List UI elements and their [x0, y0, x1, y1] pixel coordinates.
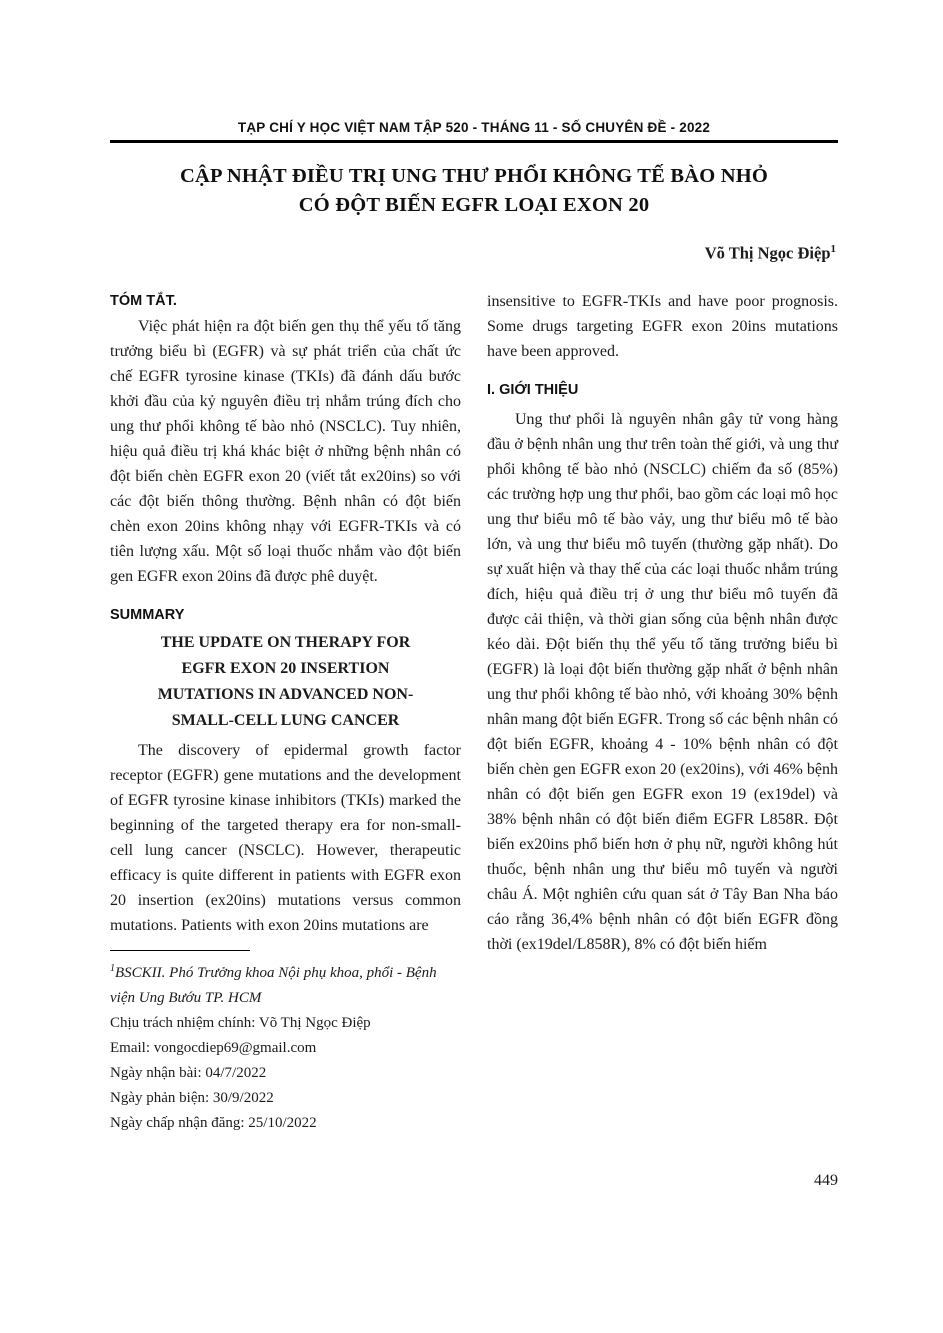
- footnote-email: Email: vongocdiep69@gmail.com: [110, 1039, 317, 1056]
- footnote-affiliation-text: BSCKII. Phó Trưởng khoa Nội phụ khoa, phổi - Bệnh viện Ung Bướu TP. HCM: [110, 964, 437, 1006]
- footnote-block: [110, 950, 461, 1136]
- summary-title-line-4: SMALL-CELL LUNG CANCER: [171, 711, 400, 729]
- footnote-affiliation-marker: 1: [110, 962, 115, 974]
- page-number: 449: [814, 1172, 838, 1189]
- article-title-line-1: CẬP NHẬT ĐIỀU TRỊ UNG THƯ PHỔI KHÔNG TẾ BÀO NHỎ: [179, 165, 769, 187]
- footnote-affiliation: [110, 956, 461, 1011]
- article-title-line-2: CÓ ĐỘT BIẾN EGFR LOẠI EXON 20: [298, 194, 650, 216]
- summary-title: [110, 630, 461, 734]
- left-column: [110, 289, 461, 1136]
- footnote-accepted-date: Ngày chấp nhận đăng: 25/10/2022: [110, 1114, 317, 1131]
- right-column: [487, 289, 838, 1136]
- header-rule: [110, 140, 838, 143]
- intro-paragraph: Ung thư phổi là nguyên nhân gây tử vong hàng đầu ở bệnh nhân ung thư trên toàn thế giới, và ung thư phổi không tế bào nhỏ (NSCLC) chiếm đa số (85%) các trường hợp ung thư phổi, bao gồm các loại mô học ung thư biểu mô tế bào vảy, ung thư biểu mô tế bào lớn, và ung thư biểu mô tuyến (thường gặp nhất). Do sự xuất hiện và thay thế của các loại thuốc nhắm trúng đích, hiệu quả điều trị ở ung thư biểu mô tuyến đã được cải thiện, và thời gian sống của bệnh nhân được kéo dài. Đột biến thụ thể yếu tố tăng trưởng biểu bì (EGFR) là loại đột biến thường gặp nhất ở bệnh nhân ung thư phổi không tế bào nhỏ, với khoảng 30% bệnh nhân mang đột biến EGFR. Trong số các bệnh nhân có đột biến EGFR, khoảng 4 - 10% bệnh nhân có đột biến chèn gen EGFR exon 20 (ex20ins), với 46% bệnh nhân có đột biến gen EGFR exon 19 (ex19del) và 38% bệnh nhân có đột biến điểm EGFR L858R. Đột biến ex20ins phổ biến hơn ở phụ nữ, người không hút thuốc, bệnh nhân ung thư biểu mô tuyến và người châu Á. Một nghiên cứu quan sát ở Tây Ban Nha báo cáo rằng 36,4% bệnh nhân có đột biến EGFR đồng thời (ex19del/L858R), 8% có đột biến hiếm: [487, 410, 838, 953]
- tomtat-heading: TÓM TẮT.: [110, 292, 177, 309]
- footnote-rule: [110, 950, 250, 951]
- journal-header-text: TẠP CHÍ Y HỌC VIỆT NAM TẬP 520 - THÁNG 11 - SỐ CHUYÊN ĐỀ - 2022: [237, 120, 711, 135]
- summary-paragraph: The discovery of epidermal growth factor receptor (EGFR) gene mutations and the development of EGFR tyrosine kinase inhibitors (TKIs) marked the beginning of the targeted therapy era for non-small-cell lung cancer (NSCLC). However, therapeutic efficacy is quite different in patients with EGFR exon 20 insertion (ex20ins) mutations versus common mutations. Patients with exon 20ins mutations are: [110, 741, 461, 934]
- footnote-received-date: Ngày nhận bài: 04/7/2022: [110, 1064, 267, 1081]
- tomtat-paragraph: Việc phát hiện ra đột biến gen thụ thể yếu tố tăng trưởng biểu bì (EGFR) và sự phát triển của chất ức chế EGFR tyrosine kinase (TKIs) đã đánh dấu bước khởi đầu của kỷ nguyên điều trị nhắm trúng đích cho ung thư phổi không tế bào nhỏ (NSCLC). Tuy nhiên, hiệu quả điều trị khá khác biệt ở những bệnh nhân có đột biến chèn EGFR exon 20 (viết tắt ex20ins) so với các đột biến thông thường. Bệnh nhân có đột biến chèn exon 20ins không nhạy với EGFR-TKIs và có tiên lượng xấu. Một số loại thuốc nhắm vào đột biến gen EGFR exon 20ins đã được phê duyệt.: [110, 317, 461, 585]
- journal-header: [110, 120, 838, 143]
- summary-title-line-1: THE UPDATE ON THERAPY FOR: [160, 633, 411, 651]
- summary-title-line-3: MUTATIONS IN ADVANCED NON-: [157, 685, 414, 703]
- author-name: Võ Thị Ngọc Điệp: [704, 243, 831, 263]
- summary-continued-paragraph: insensitive to EGFR-TKIs and have poor prognosis. Some drugs targeting EGFR exon 20ins mutations have been approved.: [487, 292, 838, 360]
- page-content: [110, 120, 838, 1136]
- intro-heading: I. GIỚI THIỆU: [487, 381, 579, 398]
- two-column-layout: [110, 289, 838, 1136]
- author-affiliation-marker: 1: [830, 243, 836, 255]
- footnote-responsible: Chịu trách nhiệm chính: Võ Thị Ngọc Điệp: [110, 1014, 371, 1031]
- footnote-review-date: Ngày phản biện: 30/9/2022: [110, 1089, 274, 1106]
- summary-heading: SUMMARY: [110, 606, 185, 623]
- summary-title-line-2: EGFR EXON 20 INSERTION: [181, 659, 390, 677]
- author-line: [110, 243, 838, 264]
- article-title: [110, 162, 838, 220]
